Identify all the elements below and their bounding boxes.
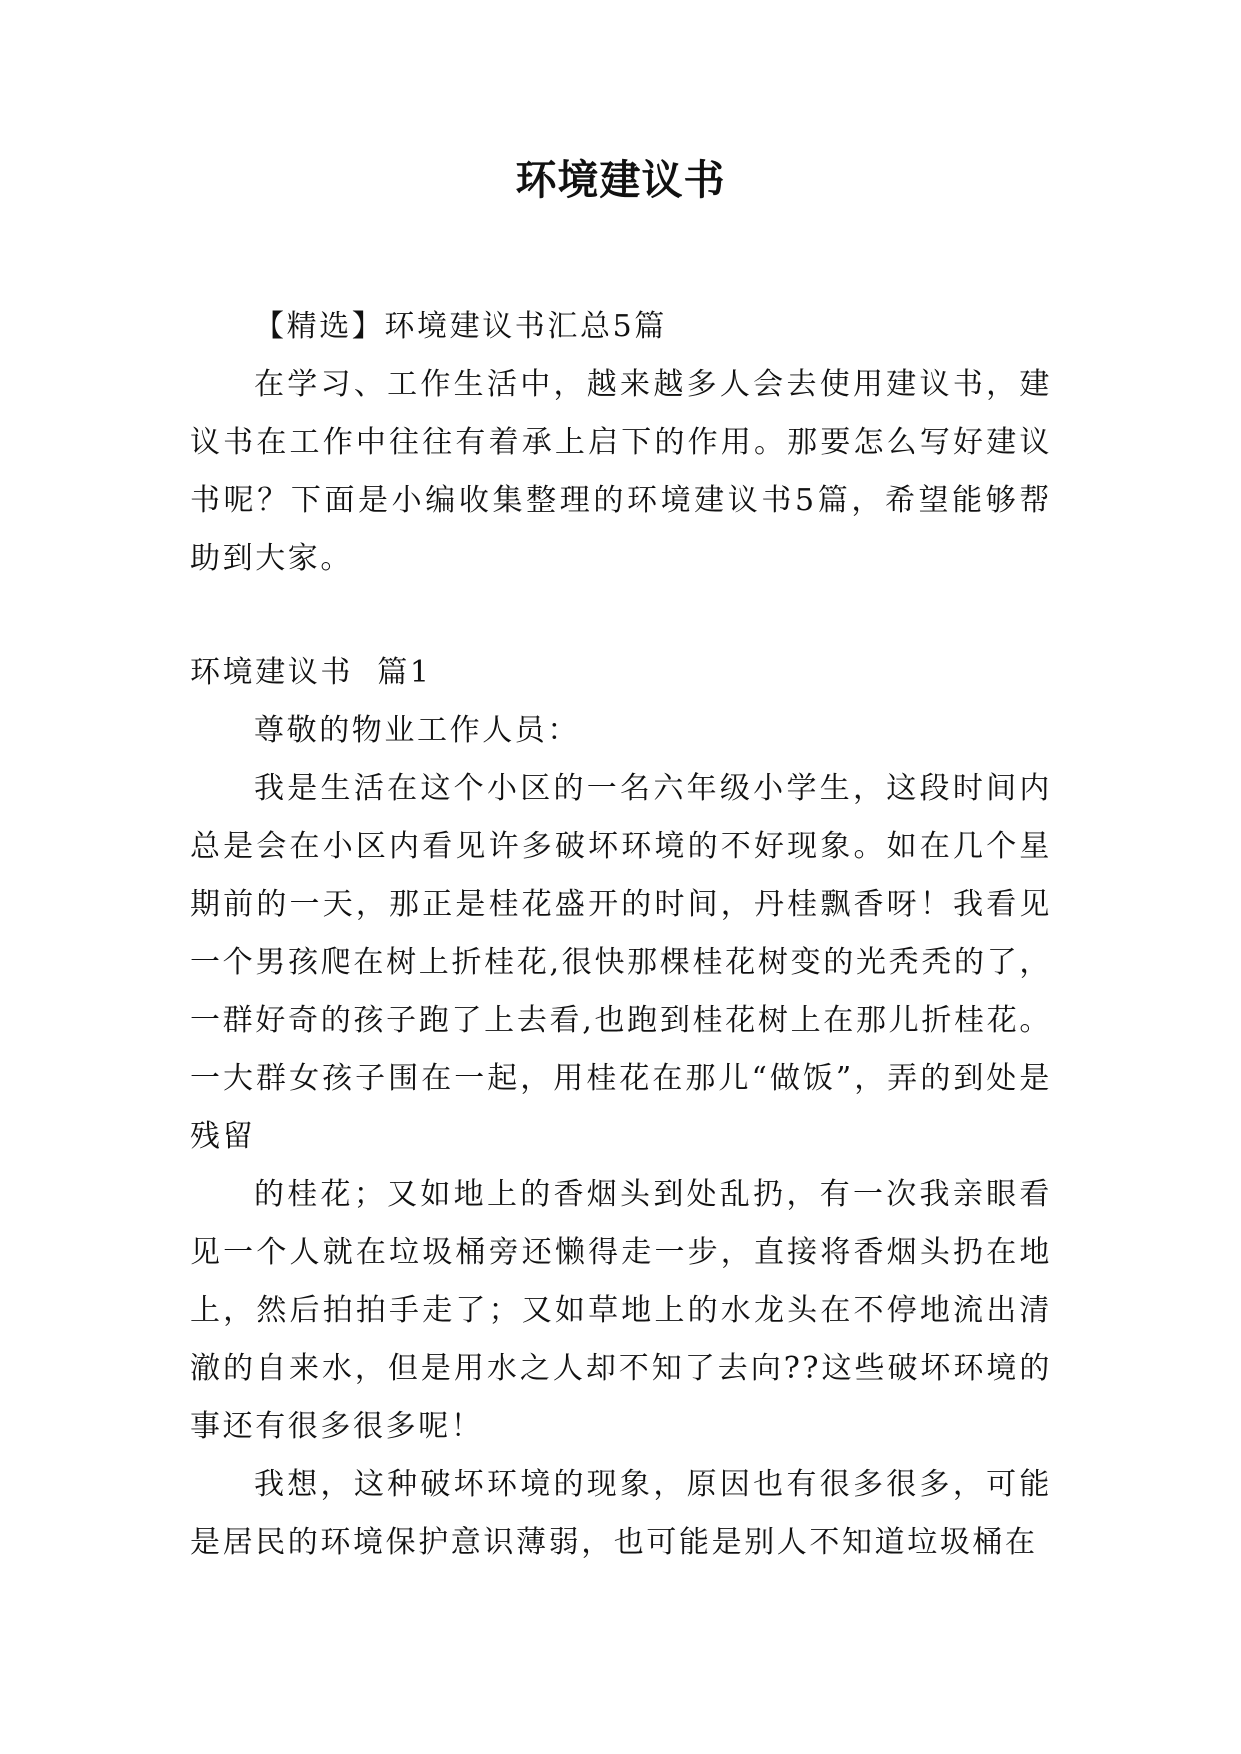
document-title: 环境建议书 xyxy=(515,156,726,204)
body-paragraph-1: 我是生活在这个小区的一名六年级小学生，这段时间内总是会在小区内看见许多破坏环境的不好现象。如在几个星期前的一天，那正是桂花盛开的时间，丹桂飘香呀！我看见一个男孩爬在树上折桂花,很快那棵桂花树变的光秃秃的了，一群好奇的孩子跑了上去看,也跑到桂花树上在那儿折桂花。一大群女孩子围在一起，用桂花在那儿“做饭”，弄的到处是残留 xyxy=(190,771,1052,1154)
body-paragraph-2: 的桂花；又如地上的香烟头到处乱扔，有一次我亲眼看见一个人就在垃圾桶旁还懒得走一步，直接将香烟头扔在地上，然后拍拍手走了；又如草地上的水龙头在不停地流出清澈的自来水，但是用水之人却不知了去向??这些破坏环境的事还有很多很多呢！ xyxy=(190,1177,1052,1444)
section-heading: 环境建议书 篇1 xyxy=(190,655,432,690)
document-body xyxy=(190,298,1052,1572)
document-subtitle: 【精选】环境建议书汇总5篇 xyxy=(254,309,667,344)
intro-paragraph: 在学习、工作生活中，越来越多人会去使用建议书，建议书在工作中往往有着承上启下的作用。那要怎么写好建议书呢？下面是小编收集整理的环境建议书5篇，希望能够帮助到大家。 xyxy=(190,367,1052,576)
salutation: 尊敬的物业工作人员： xyxy=(254,713,580,748)
body-paragraph-3: 我想，这种破坏环境的现象，原因也有很多很多，可能是居民的环境保护意识薄弱，也可能是别人不知道垃圾桶在 xyxy=(190,1467,1052,1560)
